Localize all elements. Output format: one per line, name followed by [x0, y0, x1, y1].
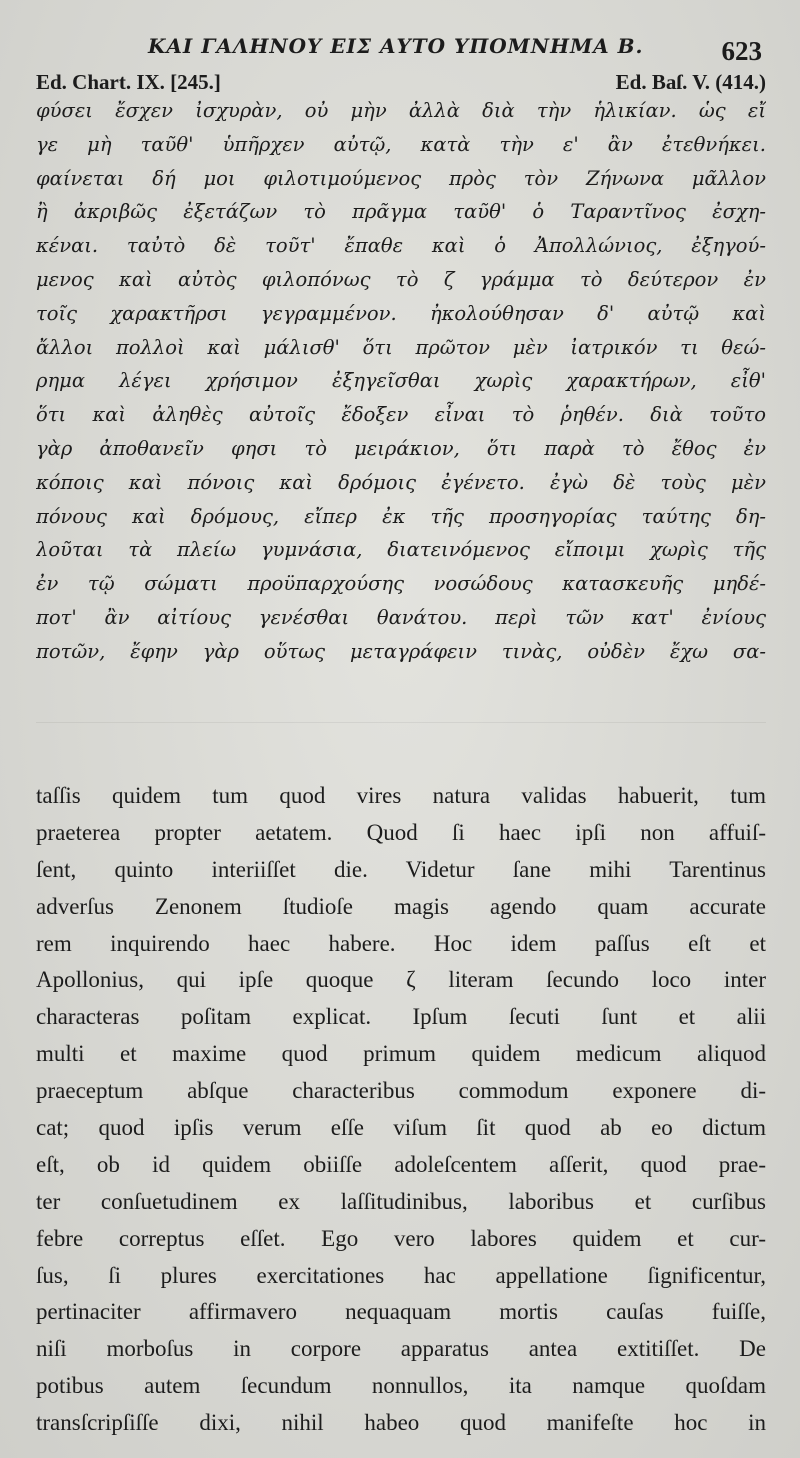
greek-line: ἐν τῷ σώματι προϋπαρχούσης νοσώδους κατασκευῆς μηδέ- [36, 572, 766, 596]
latin-line: ter conſuetudinem ex laſſitudinibus, laboribus et curſibus [36, 1188, 766, 1214]
latin-line: praeterea propter aetatem. Quod ſi haec ipſi non affuiſ- [36, 819, 766, 845]
latin-line: multi et maxime quod primum quidem medicum aliquod [36, 1041, 766, 1067]
greek-line: πόνους καὶ δρόμους, εἴπερ ἐκ τῆς προσηγορίας ταύτης δη- [36, 504, 766, 528]
latin-line: ſus, ſi plures exercitationes hac appellatione ſignificentur, [36, 1262, 766, 1288]
latin-line: niſi morboſus in corpore apparatus antea extitiſſet. De [36, 1336, 766, 1362]
latin-line: febre correptus eſſet. Ego vero labores quidem et cur- [36, 1225, 766, 1251]
edition-chartier-ref: Ed. Chart. IX. [245.] [36, 70, 221, 94]
greek-line: ἄλλοι πολλοὶ καὶ μάλισθ' ὅτι πρῶτον μὲν ἰατρικόν τι θεώ- [36, 335, 766, 359]
section-divider [36, 722, 766, 723]
greek-line: φαίνεται δή μοι φιλοτιμούμενος πρὸς τὸν Ζήνωνα μᾶλλον [36, 166, 766, 190]
running-head [0, 34, 800, 64]
edition-basel-ref: Ed. Baſ. V. (414.) [615, 70, 766, 94]
latin-line: cat; quod ipſis verum eſſe viſum ſit quod ab eo dictum [36, 1115, 766, 1141]
latin-line: potibus autem ſecundum nonnullos, ita namque quoſdam [36, 1373, 766, 1399]
greek-line: ρημα λέγει χρήσιμον ἐξηγεῖσθαι χωρὶς χαρακτήρων, εἶθ' [36, 369, 766, 393]
greek-line: γε μὴ ταῦθ' ὑπῆρχεν αὐτῷ, κατὰ τὴν ε' ἂν ἐτεθνήκει. [36, 132, 766, 156]
greek-line: κέναι. ταὐτὸ δὲ τοῦτ' ἔπαθε καὶ ὁ Ἀπολλώνιος, ἐξηγού- [36, 234, 766, 258]
greek-text-block [36, 94, 766, 669]
latin-line: praeceptum abſque characteribus commodum exponere di- [36, 1078, 766, 1104]
greek-line: κόποις καὶ πόνοις καὶ δρόμοις ἐγένετο. ἐγὼ δὲ τοὺς μὲν [36, 470, 766, 494]
latin-line: characteras poſitam explicat. Ipſum ſecuti ſunt et alii [36, 1004, 766, 1030]
greek-line: μενος καὶ αὐτὸς φιλοπόνως τὸ ζ γράμμα τὸ δεύτερον ἐν [36, 267, 766, 291]
greek-line: ποτ' ἂν αἰτίους γενέσθαι θανάτου. περὶ τῶν κατ' ἐνίους [36, 605, 766, 629]
greek-line: γὰρ ἀποθανεῖν φησι τὸ μειράκιον, ὅτι παρὰ τὸ ἔθος ἐν [36, 436, 766, 460]
greek-line: φύσει ἔσχεν ἰσχυρὰν, οὐ μὴν ἀλλὰ διὰ τὴν ἡλικίαν. ὡς εἴ [36, 99, 766, 122]
latin-line: eſt, ob id quidem obiiſſe adoleſcentem aſſerit, quod prae- [36, 1151, 766, 1177]
latin-line: adverſus Zenonem ſtudioſe magis agendo quam accurate [36, 893, 766, 919]
greek-line: ἢ ἀκριβῶς ἐξετάζων τὸ πρᾶγμα ταῦθ' ὁ Ταραντῖνος ἐσχη- [36, 200, 766, 224]
latin-line: taſſis quidem tum quod vires natura validas habuerit, tum [36, 783, 766, 808]
running-head-title: ΚΑΙ ΓΑΛΗΝΟΥ ΕΙΣ ΑΥΤΟ ΥΠΟΜΝΗΜΑ Β. [148, 34, 644, 58]
page-number: 623 [721, 36, 762, 66]
latin-text-block [36, 778, 766, 1442]
latin-line: transſcripſiſſe dixi, nihil habeo quod manifeſte hoc in [36, 1410, 766, 1436]
latin-line: Apollonius, qui ipſe quoque ζ literam ſecundo loco inter [36, 967, 766, 993]
greek-line: ὅτι καὶ ἀληθὲς αὐτοῖς ἔδοξεν εἶναι τὸ ῥηθέν. διὰ τοῦτο [36, 403, 766, 427]
edition-reference-line [36, 70, 766, 96]
greek-line: λοῦται τὰ πλείω γυμνάσια, διατεινόμενος εἴποιμι χωρὶς τῆς [36, 538, 766, 562]
greek-line: ποτῶν, ἔφην γὰρ οὕτως μεταγράφειν τινὰς, οὐδὲν ἔχω σα- [36, 639, 766, 663]
greek-line: τοῖς χαρακτῆρσι γεγραμμένον. ἠκολούθησαν δ' αὐτῷ καὶ [36, 301, 766, 325]
latin-line: rem inquirendo haec habere. Hoc idem paſſus eſt et [36, 930, 766, 956]
latin-line: ſent, quinto interiiſſet die. Videtur ſane mihi Tarentinus [36, 856, 766, 882]
latin-line: pertinaciter affirmavero nequaquam mortis cauſas fuiſſe, [36, 1299, 766, 1325]
